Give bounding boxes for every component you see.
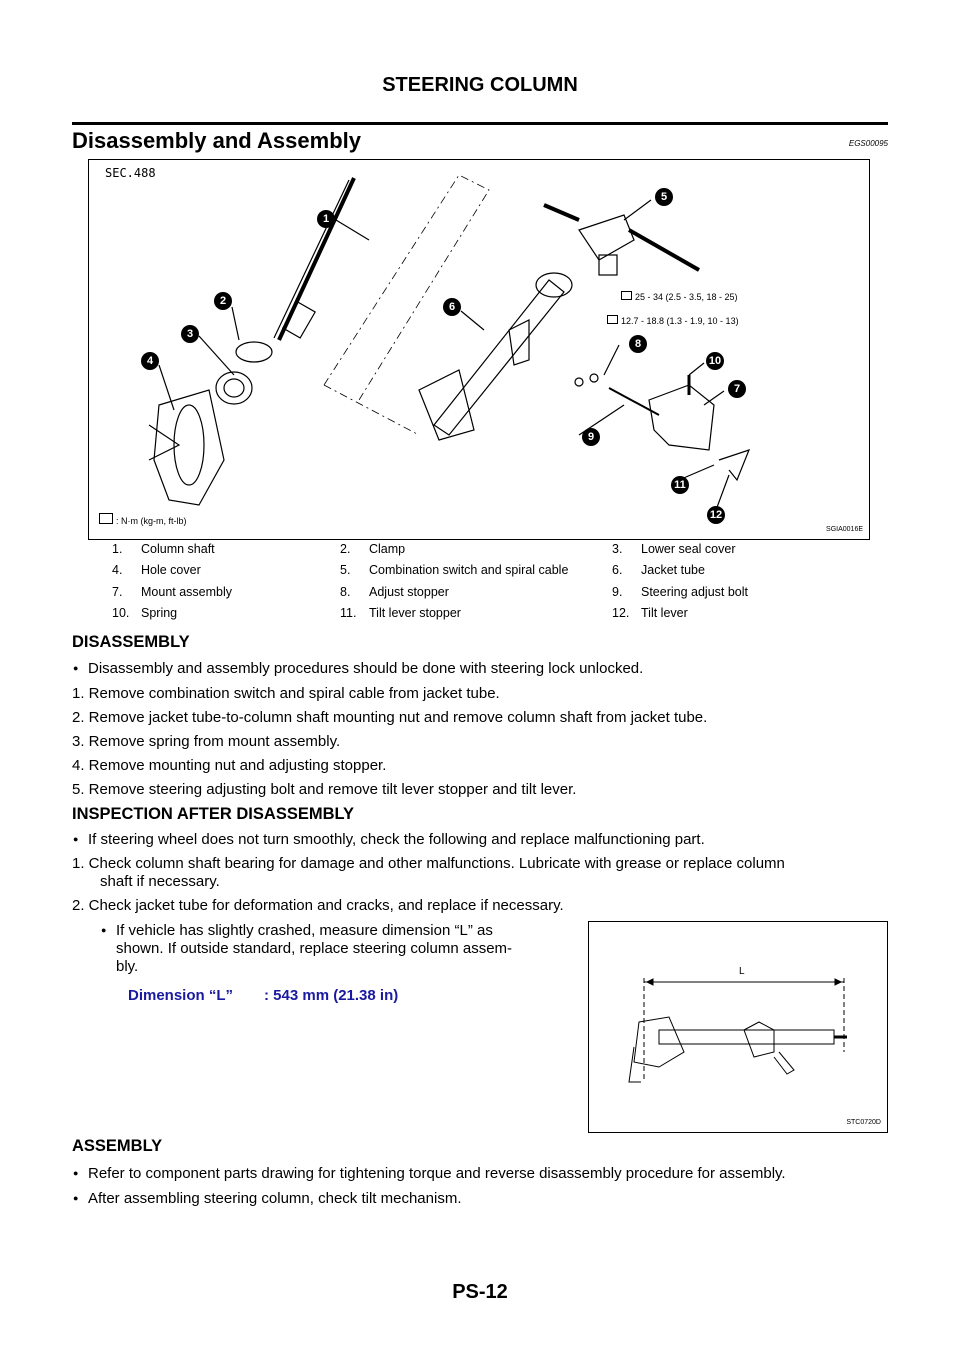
callout-2: 2 — [214, 292, 232, 310]
disassembly-step-3: 3. Remove spring from mount assembly. — [72, 733, 341, 750]
inspection-sub-line-1: ● If vehicle has slightly crashed, measure dimension “L” as — [116, 921, 493, 940]
section-code: EGS00095 — [848, 139, 888, 148]
callout-3: 3 — [181, 325, 199, 343]
dimension-l-drawing — [589, 922, 887, 1132]
legend-part: Tilt lever — [641, 606, 688, 621]
parts-legend — [112, 538, 748, 624]
legend-part: Steering adjust bolt — [641, 584, 749, 599]
inspection-heading: INSPECTION AFTER DISASSEMBLY — [72, 805, 355, 823]
sec-label: SEC.488 — [105, 166, 156, 180]
torque-icon — [607, 315, 618, 324]
legend-part: Hole cover — [141, 563, 201, 578]
disassembly-step-2: 2. Remove jacket tube-to-column shaft mounting nut and remove column shaft from jacket tube. — [72, 709, 708, 726]
legend-num: 7. — [112, 584, 123, 599]
page-header-title: STEERING COLUMN — [382, 74, 578, 96]
inspection-step-1-line-2: shaft if necessary. — [100, 873, 220, 890]
legend-part: Mount assembly — [141, 584, 233, 599]
torque-icon — [621, 291, 632, 300]
legend-num: 4. — [112, 563, 123, 578]
unit-note: : N·m (kg-m, ft-lb) — [99, 513, 187, 526]
legend-num: 3. — [612, 541, 623, 556]
disassembly-step-4: 4. Remove mounting nut and adjusting stopper. — [72, 757, 387, 774]
exploded-view-figure — [88, 159, 870, 540]
legend-num: 9. — [612, 584, 623, 599]
assembly-heading: ASSEMBLY — [72, 1137, 163, 1155]
assembly-bullet-2: ● After assembling steering column, check tilt mechanism. — [88, 1189, 461, 1208]
legend-row — [112, 560, 748, 582]
inspection-sub-line-3: bly. — [116, 958, 139, 975]
disassembly-bullet: ● Disassembly and assembly procedures should be done with steering lock unlocked. — [88, 659, 643, 678]
torque-icon — [99, 513, 113, 524]
legend-part: Lower seal cover — [641, 541, 736, 556]
legend-row — [112, 581, 748, 603]
callout-8: 8 — [629, 335, 647, 353]
legend-row — [112, 538, 748, 560]
callout-4: 4 — [141, 352, 159, 370]
callout-6: 6 — [443, 298, 461, 316]
legend-num: 2. — [340, 541, 351, 556]
callout-5: 5 — [655, 188, 673, 206]
inspection-step-1-line-1: 1. Check column shaft bearing for damage and other malfunctions. Lubricate with grease or replace column — [72, 855, 785, 872]
legend-num: 5. — [340, 563, 351, 578]
legend-num: 6. — [612, 563, 623, 578]
callout-9: 9 — [582, 428, 600, 446]
callout-11: 11 — [671, 476, 689, 494]
legend-num: 8. — [340, 584, 351, 599]
legend-part: Spring — [141, 606, 178, 621]
callout-1: 1 — [317, 210, 335, 228]
disassembly-step-5: 5. Remove steering adjusting bolt and remove tilt lever stopper and tilt lever. — [72, 781, 577, 798]
disassembly-step-1: 1. Remove combination switch and spiral cable from jacket tube. — [72, 685, 500, 702]
torque-note-1: 25 - 34 (2.5 - 3.5, 18 - 25) — [621, 291, 738, 302]
torque-note-2: 12.7 - 18.8 (1.3 - 1.9, 10 - 13) — [607, 315, 739, 326]
callout-7: 7 — [728, 380, 746, 398]
disassembly-heading: DISASSEMBLY — [72, 633, 190, 651]
inspection-step-2: 2. Check jacket tube for deformation and cracks, and replace if necessary. — [72, 897, 564, 914]
legend-num: 1. — [112, 541, 123, 556]
spec-label: Dimension “L” — [128, 987, 234, 1004]
legend-num: 10. — [112, 606, 130, 621]
legend-num: 12. — [612, 606, 630, 621]
assembly-bullet-1: ● Refer to component parts drawing for tightening torque and reverse disassembly procedure for assembly. — [88, 1164, 786, 1183]
inspection-bullet: ● If steering wheel does not turn smoothly, check the following and replace malfunctioning part. — [88, 830, 705, 849]
legend-num: 11. — [340, 606, 357, 621]
legend-row — [112, 603, 748, 625]
section-rule — [72, 122, 888, 125]
inspection-sub-line-2: shown. If outside standard, replace steering column assem- — [116, 940, 513, 957]
dimension-l-figure — [588, 921, 888, 1133]
legend-part: Column shaft — [141, 541, 215, 556]
page-number: PS-12 — [452, 1281, 508, 1303]
dimension-label: L — [739, 966, 745, 977]
exploded-view-drawing — [89, 160, 869, 539]
spec-value: : 543 mm (21.38 in) — [264, 987, 399, 1004]
callout-12: 12 — [707, 506, 725, 524]
figure-code: STC0720D — [846, 1119, 881, 1126]
callout-10: 10 — [706, 352, 724, 370]
legend-part: Tilt lever stopper — [369, 606, 461, 621]
legend-part: Combination switch and spiral cable — [369, 563, 569, 578]
section-title: Disassembly and Assembly — [72, 128, 361, 153]
legend-part: Jacket tube — [641, 563, 705, 578]
figure-code: SGIA0016E — [826, 526, 863, 533]
legend-part: Clamp — [369, 541, 406, 556]
legend-part: Adjust stopper — [369, 584, 449, 599]
